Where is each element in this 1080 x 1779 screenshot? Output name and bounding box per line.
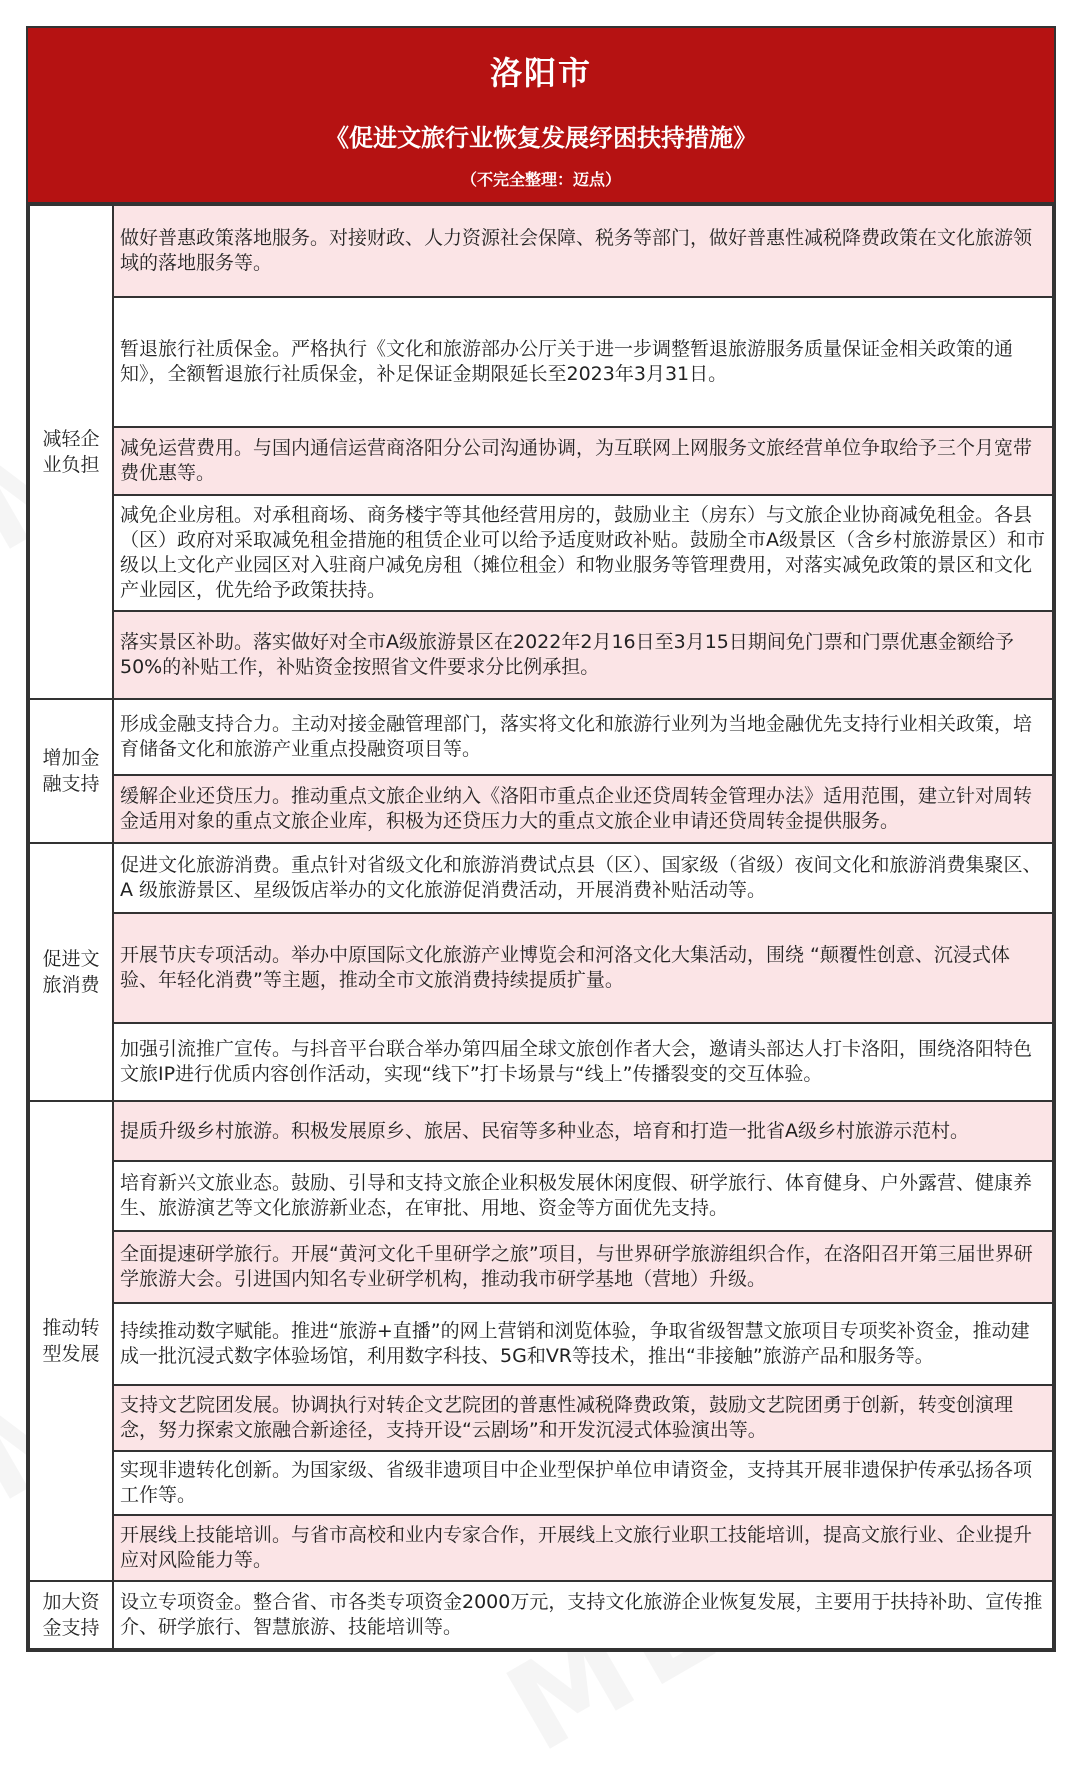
table-row	[29, 913, 1053, 1023]
category-label: 促进文旅消费	[29, 843, 113, 1101]
measure-item: 暂退旅行社质保金。严格执行《文化和旅游部办公厅关于进一步调整暂退旅游服务质量保证金相关政策的通知》，全额暂退旅行社质保金，补足保证金期限延长至2023年3月31日。	[113, 297, 1053, 427]
measure-item: 提质升级乡村旅游。积极发展原乡、旅居、民宿等多种业态，培育和打造一批省A级乡村旅游示范村。	[113, 1101, 1053, 1161]
policy-title: 《促进文旅行业恢复发展纾困扶持措施》	[325, 124, 757, 152]
measure-item: 持续推动数字赋能。推进“旅游+直播”的网上营销和浏览体验，争取省级智慧文旅项目专项奖补资金，推动建成一批沉浸式数字体验场馆，利用数字科技、5G和VR等技术，推出“非接触”旅游产品和服务等。	[113, 1303, 1053, 1385]
policy-table	[26, 26, 1056, 1652]
table-row	[29, 1101, 1053, 1161]
table-row	[29, 1161, 1053, 1231]
measure-item: 缓解企业还贷压力。推动重点文旅企业纳入《洛阳市重点企业还贷周转金管理办法》适用范围，建立针对周转金适用对象的重点文旅企业库，积极为还贷压力大的重点文旅企业申请还贷周转金提供服务。	[113, 775, 1053, 843]
measure-item: 形成金融支持合力。主动对接金融管理部门，落实将文化和旅游行业列为当地金融优先支持行业相关政策，培育储备文化和旅游产业重点投融资项目等。	[113, 699, 1053, 775]
measure-item: 设立专项资金。整合省、市各类专项资金2000万元，支持文化旅游企业恢复发展，主要用于扶持补助、宣传推介、研学旅行、智慧旅游、技能培训等。	[113, 1581, 1053, 1649]
table-row	[29, 1231, 1053, 1303]
measure-item: 支持文艺院团发展。协调执行对转企文艺院团的普惠性减税降费政策，鼓励文艺院团勇于创新，转变创演理念，努力探索文旅融合新途径，支持开设“云剧场”和开发沉浸式体验演出等。	[113, 1385, 1053, 1451]
measures-grid	[28, 204, 1054, 1650]
measure-item: 减免企业房租。对承租商场、商务楼宇等其他经营用房的，鼓励业主（房东）与文旅企业协商减免租金。各县（区）政府对采取减免租金措施的租赁企业可以给予适度财政补贴。鼓励全市A级景区（含乡村旅游景区）和市级以上文化产业园区对入驻商户减免房租（摊位租金）和物业服务等管理费用，对落实减免政策的景区和文化产业园区，优先给予政策扶持。	[113, 495, 1053, 611]
category-label: 推动转型发展	[29, 1101, 113, 1581]
category-label: 减轻企业负担	[29, 205, 113, 699]
table-row	[29, 775, 1053, 843]
table-row	[29, 1451, 1053, 1515]
table-row	[29, 1581, 1053, 1649]
table-row	[29, 427, 1053, 495]
table-row	[29, 611, 1053, 699]
table-row	[29, 1303, 1053, 1385]
measure-item: 促进文化旅游消费。重点针对省级文化和旅游消费试点县（区）、国家级（省级）夜间文化和旅游消费集聚区、A 级旅游景区、星级饭店举办的文化旅游促消费活动，开展消费补贴活动等。	[113, 843, 1053, 913]
city-title: 洛阳市	[489, 54, 592, 92]
measure-item: 培育新兴文旅业态。鼓励、引导和支持文旅企业积极发展休闲度假、研学旅行、体育健身、户外露营、健康养生、旅游演艺等文化旅游新业态，在审批、用地、资金等方面优先支持。	[113, 1161, 1053, 1231]
table-row	[29, 1023, 1053, 1101]
table-row	[29, 297, 1053, 427]
measure-item: 实现非遗转化创新。为国家级、省级非遗项目中企业型保护单位申请资金，支持其开展非遗保护传承弘扬各项工作等。	[113, 1451, 1053, 1515]
compiler-note: （不完全整理：迈点）	[460, 170, 621, 189]
table-row	[29, 495, 1053, 611]
measure-item: 全面提速研学旅行。开展“黄河文化千里研学之旅”项目，与世界研学旅游组织合作，在洛阳召开第三届世界研学旅游大会。引进国内知名专业研学机构，推动我市研学基地（营地）升级。	[113, 1231, 1053, 1303]
measure-item: 开展线上技能培训。与省市高校和业内专家合作，开展线上文旅行业职工技能培训，提高文旅行业、企业提升应对风险能力等。	[113, 1515, 1053, 1581]
table-row	[29, 843, 1053, 913]
measure-item: 开展节庆专项活动。举办中原国际文化旅游产业博览会和河洛文化大集活动，围绕 “颠覆性创意、沉浸式体验、年轻化消费”等主题，推动全市文旅消费持续提质扩量。	[113, 913, 1053, 1023]
table-row	[29, 1385, 1053, 1451]
measure-item: 减免运营费用。与国内通信运营商洛阳分公司沟通协调，为互联网上网服务文旅经营单位争取给予三个月宽带费优惠等。	[113, 427, 1053, 495]
table-row	[29, 699, 1053, 775]
measure-item: 加强引流推广宣传。与抖音平台联合举办第四届全球文旅创作者大会，邀请头部达人打卡洛阳，围绕洛阳特色文旅IP进行优质内容创作活动，实现“线下”打卡场景与“线上”传播裂变的交互体验。	[113, 1023, 1053, 1101]
table-row	[29, 1515, 1053, 1581]
measure-item: 做好普惠政策落地服务。对接财政、人力资源社会保障、税务等部门，做好普惠性减税降费政策在文化旅游领域的落地服务等。	[113, 205, 1053, 297]
table-row	[29, 205, 1053, 297]
header-banner	[28, 28, 1054, 204]
measure-item: 落实景区补助。落实做好对全市A级旅游景区在2022年2月16日至3月15日期间免门票和门票优惠金额给予50%的补贴工作，补贴资金按照省文件要求分比例承担。	[113, 611, 1053, 699]
category-label: 加大资金支持	[29, 1581, 113, 1649]
category-label: 增加金融支持	[29, 699, 113, 843]
